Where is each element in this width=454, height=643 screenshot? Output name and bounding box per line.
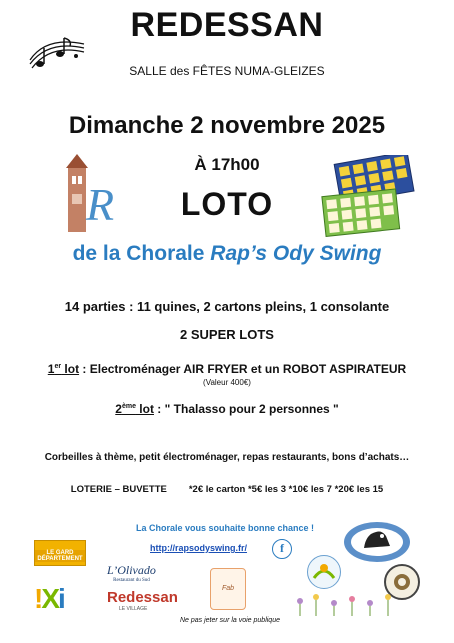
second-prize [0, 402, 454, 416]
loterie-prices [0, 484, 454, 495]
loto-cards-icon [318, 155, 420, 237]
event-date: Dimanche 2 novembre 2025 [68, 112, 386, 139]
litter-notice: Ne pas jeter sur la voie publique [179, 617, 280, 624]
event-title: LOTO [180, 186, 274, 222]
second-prize-label: 2ème lot [115, 402, 154, 416]
event-time: À 17h00 [194, 155, 260, 174]
redessan-village-logo: Redessan LE VILLAGE [107, 589, 178, 612]
flowers-decoration [290, 592, 410, 618]
dog-logo [342, 518, 412, 564]
green-circle-logo [307, 555, 341, 589]
baskets-info: Corbeilles à thème, petit électroménager, repas restaurants, bons d’achats… [44, 452, 410, 463]
first-prize-value: (Valeur 400€) [203, 378, 251, 387]
olivado-logo: L’Olivado Restaurant du Sud [107, 563, 156, 583]
venue-name: SALLE des FÊTES NUMA-GLEIZES [129, 64, 325, 78]
chorale-prefix: de la Chorale [72, 242, 211, 265]
svg-text:R: R [86, 179, 115, 230]
first-prize-text: : Electroménager AIR FRYER et un ROBOT ASPIRATEUR [79, 362, 407, 376]
carton-prices: *2€ le carton *5€ les 3 *10€ les 7 *20€ les 15 [188, 484, 384, 495]
good-luck-message: La Chorale vous souhaite bonne chance ! [135, 523, 315, 533]
chorale-line [0, 242, 454, 266]
ixi-logo: !Xi [34, 583, 64, 614]
town-title: REDESSAN [130, 6, 324, 44]
super-lots-heading: 2 SUPER LOTS [180, 327, 274, 342]
fab-logo: Fab [210, 568, 246, 610]
website-link[interactable]: http://rapsodyswing.fr/ [150, 543, 248, 553]
loterie-label: LOTERIE – BUVETTE [70, 484, 167, 495]
second-prize-text: : " Thalasso pour 2 personnes " [153, 402, 339, 416]
first-prize-label: 1er lot [47, 362, 80, 376]
facebook-icon[interactable]: f [272, 539, 292, 559]
chorale-name: Rap’s Ody Swing [210, 242, 382, 265]
first-prize [0, 362, 454, 376]
gard-department-logo: LE GARD DÉPARTEMENT [34, 540, 86, 566]
games-summary: 14 parties : 11 quines, 2 cartons pleins, 1 consolante [64, 299, 390, 314]
